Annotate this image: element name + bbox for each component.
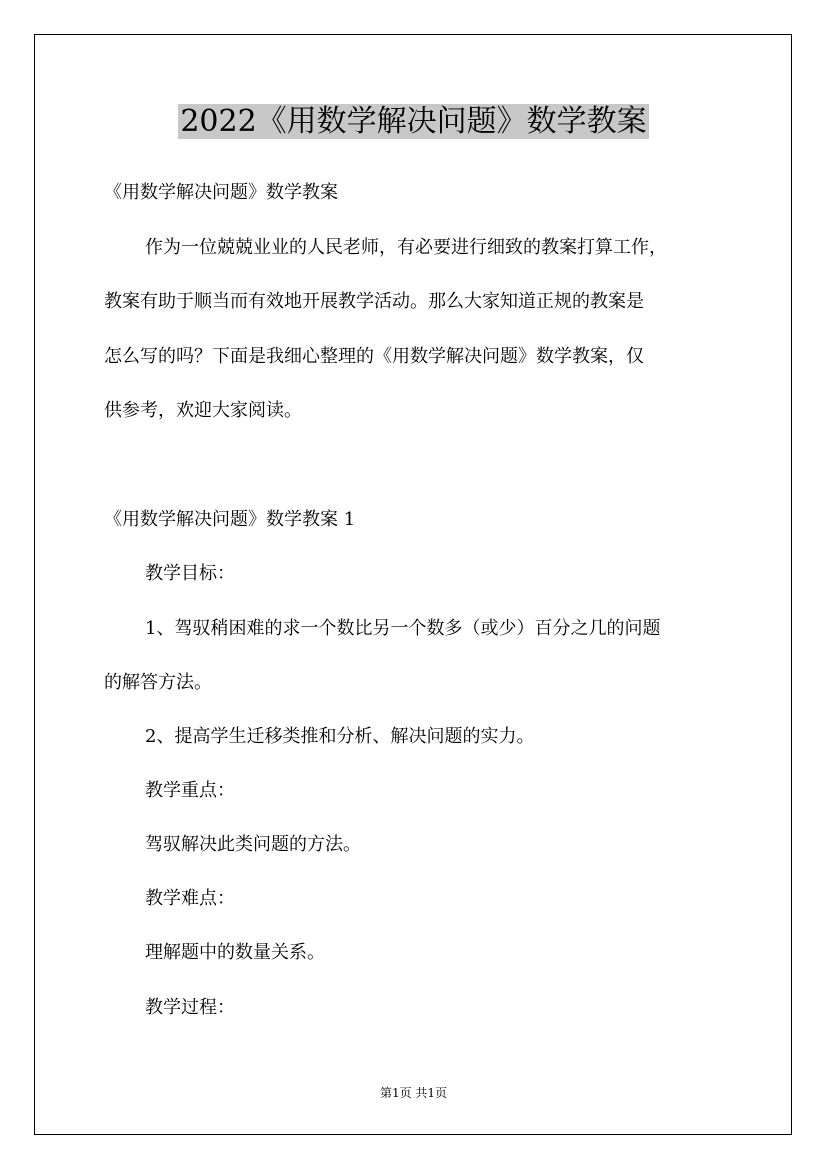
goal-1-line-2: 的解答方法。 bbox=[104, 672, 212, 693]
section-heading: 《用数学解决问题》数学教案 1 bbox=[104, 509, 356, 530]
process-label: 教学过程： bbox=[145, 997, 235, 1018]
document-title-text: 2022《用数学解决问题》数学教案 bbox=[180, 104, 647, 139]
goal-2: 2、提高学生迁移类推和分析、解决问题的实力。 bbox=[145, 726, 535, 747]
key-point: 驾驭解决此类问题的方法。 bbox=[145, 834, 361, 855]
intro-line-3: 怎么写的吗？下面是我细心整理的《用数学解决问题》数学教案，仅 bbox=[104, 346, 644, 367]
goal-1-line-1: 1、驾驭稍困难的求一个数比另一个数多（或少）百分之几的问题 bbox=[145, 618, 661, 639]
intro-line-2: 教案有助于顺当而有效地开展教学活动。那么大家知道正规的教案是 bbox=[104, 291, 644, 312]
document-title bbox=[0, 100, 827, 144]
goals-label: 教学目标： bbox=[145, 563, 235, 584]
key-point-label: 教学重点： bbox=[145, 780, 235, 801]
document-subtitle: 《用数学解决问题》数学教案 bbox=[104, 182, 338, 203]
page-footer: 第1页 共1页 bbox=[379, 1086, 448, 1100]
difficulty-label: 教学难点： bbox=[145, 888, 235, 909]
intro-line-1: 作为一位兢兢业业的人民老师，有必要进行细致的教案打算工作， bbox=[145, 237, 667, 258]
intro-line-4: 供参考，欢迎大家阅读。 bbox=[104, 400, 302, 421]
difficulty: 理解题中的数量关系。 bbox=[145, 942, 325, 963]
